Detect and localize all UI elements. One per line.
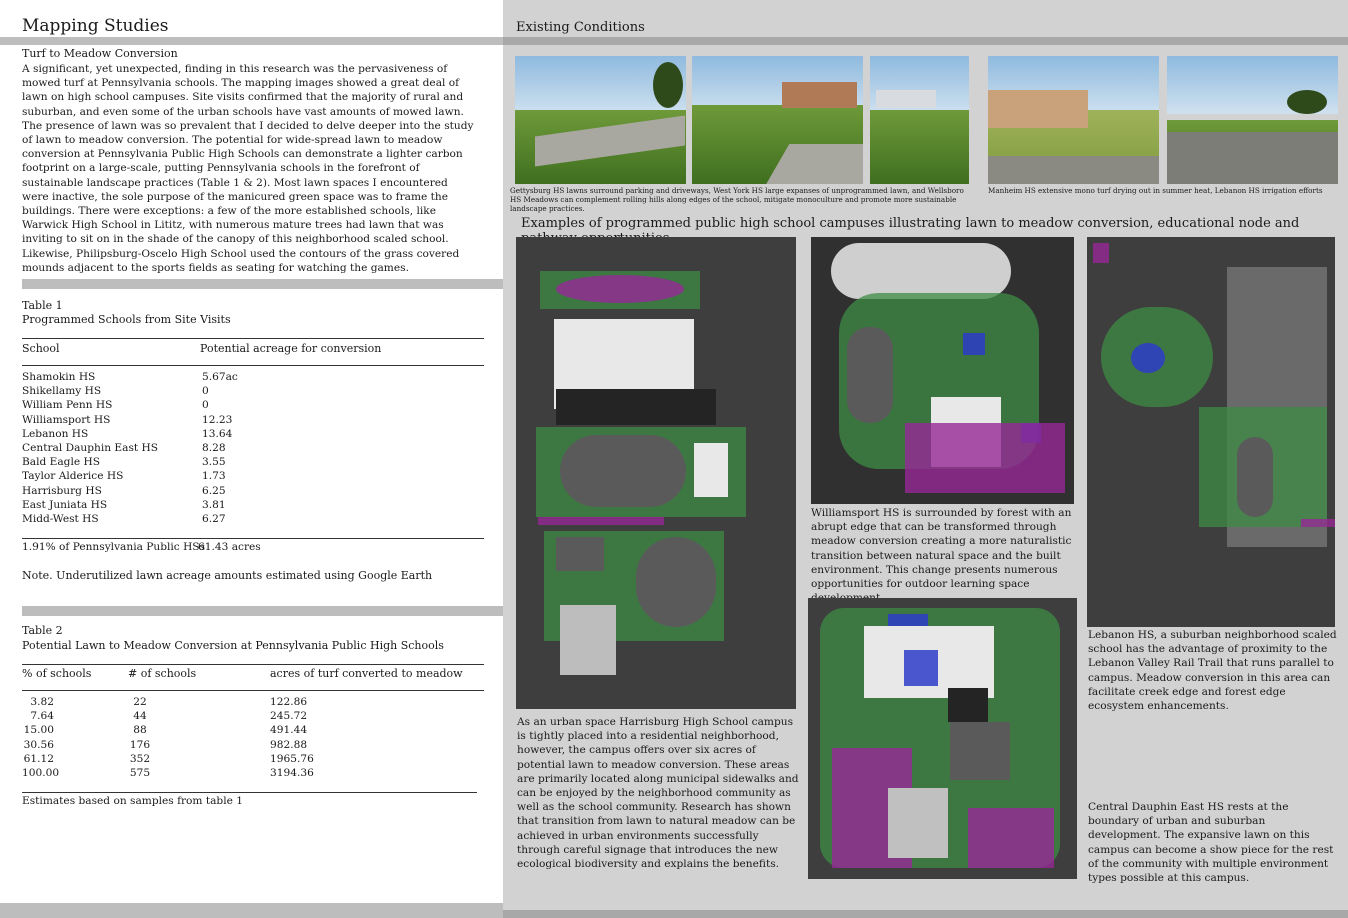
existing-conditions-title: Existing Conditions (516, 20, 645, 35)
table2-acres-column (270, 695, 314, 780)
table1-total-label: 1.91% of Pennsylvania Public HSs (22, 541, 206, 553)
section-subtitle: Turf to Meadow Conversion (22, 47, 178, 60)
map-williamsport (811, 237, 1074, 504)
photo-west-york (692, 56, 863, 184)
table-cell: 1965.76 (270, 752, 314, 765)
table-cell: 6.27 (202, 512, 226, 525)
table2-note: Estimates based on samples from table 1 (22, 795, 243, 807)
table-cell: 3.82 (30, 696, 54, 708)
table-cell: Central Dauphin East HS (22, 441, 159, 454)
table2-rule-bottom (22, 792, 477, 793)
photo-gettysburg (515, 56, 686, 184)
table-cell: 0 (202, 385, 209, 398)
table2-percent-column (22, 695, 60, 780)
table1-caption: Programmed Schools from Site Visits (22, 313, 231, 326)
photo-manheim (988, 56, 1159, 184)
table-cell: 122.86 (270, 696, 308, 708)
table2-label: Table 2 (22, 624, 63, 637)
divider-bar (22, 279, 503, 289)
table-cell: 44 (133, 710, 147, 723)
table-cell: 3.55 (202, 456, 226, 469)
photo-wellsboro (870, 56, 969, 184)
table2-rule-top (22, 664, 484, 665)
table1-col-school: School (22, 342, 60, 355)
table-cell: 352 (129, 752, 151, 765)
left-page (0, 0, 503, 918)
divider-bar (22, 606, 503, 616)
table-cell: Shamokin HS (22, 371, 96, 383)
williamsport-description: Williamsport HS is surrounded by forest with an abrupt edge that can be transformed through meadow conversion creating a more naturalistic transition between natural space and the built environment. This change presents numerous opportunities for outdoor learning space (811, 507, 1072, 591)
table2-col-count: # of schools (128, 667, 197, 680)
table-cell: 15.00 (23, 724, 54, 737)
table2-col-percent: % of schools (22, 667, 92, 680)
table-cell: 176 (129, 738, 151, 751)
table-cell: 8.28 (202, 441, 226, 454)
map-central-dauphin-east (808, 598, 1077, 879)
table-cell: Bald Eagle HS (22, 456, 100, 469)
table-cell: East Juniata HS (22, 498, 108, 511)
intro-paragraph: A significant, yet unexpected, finding in this research was the pervasiveness of mowed turf at Pennsylvania schools. The mapping images showed a great deal of lawn on high school campuses. Site visits confirmed that the majority of rural and suburban, and even some of the urban schools have vast amounts of mowed lawn. The presence of lawn was so prevalent that I decided to delve deeper into the study of lawn to meadow conversion. The potential for wide-spread lawn to meadow conversion at Pennsylvania Public High Schools can demonstrate a lighter carbon footprint on a large-scale, putting Pennsylvania schools in the forefront of sustainable landscape practices (Table 1 & 2). Most lawn spaces I encountered were inactive, the sole purpose of the manicured green space was to frame the buildings. There were exceptions: a few of the more established schools, like Warwick High School in Lititz, with numerous mature trees had lawn that was inviting to sit on in the shade of the canopy of this neighborhood scaled school. Likewise, Philipsburg-Oscelo High School used the contours of the grass covered mounds adjacent to the sports fields as seating for watching the games. (22, 63, 474, 274)
photo-lebanon (1167, 56, 1338, 184)
table1-rule-top (22, 338, 484, 339)
table1-total-value: 61.43 acres (198, 541, 261, 553)
table1-rule-bottom (22, 538, 484, 539)
table-cell: 3194.36 (270, 766, 314, 779)
table-cell: 575 (129, 766, 151, 779)
table-cell: 0 (202, 399, 209, 412)
page-title: Mapping Studies (22, 16, 169, 36)
central-dauphin-description: Central Dauphin East HS rests at the boundary of urban and suburban development. The expansive lawn on this campus can become a show piece for the rest of the community with multiple environment types possible at this campus. (1088, 801, 1334, 885)
table-cell: 13.64 (202, 427, 233, 440)
table-cell: 245.72 (270, 710, 308, 723)
table1-acreage-column (202, 370, 238, 526)
header-bar (0, 37, 503, 45)
table-cell: Harrisburg HS (22, 484, 102, 497)
table1-col-acreage: Potential acreage for conversion (200, 342, 382, 355)
table1-school-column (22, 370, 158, 526)
photos-caption-left: Gettysburg HS lawns surround parking and driveways, West York HS large expanses of unprogrammed lawn, and Wellsboro HS Meadows can complement rolling hills along edges of the school, mitigate monoculture and promote more sustainable landscape practices. (510, 186, 964, 213)
footer-bar (0, 903, 503, 918)
table1-note: Note. Underutilized lawn acreage amounts estimated using Google Earth (22, 569, 433, 582)
lebanon-description: Lebanon HS, a suburban neighborhood scaled school has the advantage of proximity to the Lebanon Valley Rail Trail that runs parallel to campus. Meadow conversion in this area can facilitate creek edge and forest edge ecosystem enhancements. (1088, 629, 1337, 713)
map-harrisburg (516, 237, 796, 709)
harrisburg-description: As an urban space Harrisburg High School campus is tightly placed into a residential neighborhood, however, the campus offers over six acres of potential lawn to meadow conversion. These areas are primarily located along municipal sidewalks and can be enjoyed by the neighborhood community as well as the school community. Research has shown that transition from lawn to natural meadow can be achieved in urban environments successfully through careful signage that introduces the new ecological biodiversity and explains the benefits. (517, 716, 799, 871)
table-cell: 491.44 (270, 724, 308, 737)
table-cell: 61.12 (23, 752, 54, 765)
table-cell: Lebanon HS (22, 427, 89, 440)
map-lebanon (1087, 237, 1335, 627)
table-cell: 982.88 (270, 738, 308, 751)
table2-rule-head (22, 690, 484, 691)
photos-caption-right: Manheim HS extensive mono turf drying out in summer heat, Lebanon HS irrigation efforts (988, 186, 1323, 195)
table-cell: William Penn HS (22, 399, 113, 412)
table-cell: Shikellamy HS (22, 385, 102, 398)
table-cell: Midd-West HS (22, 512, 99, 525)
table2-col-acres: acres of turf converted to meadow (270, 667, 463, 680)
table-cell: 22 (133, 696, 147, 708)
table2-caption: Potential Lawn to Meadow Conversion at Pennsylvania Public High Schools (22, 639, 444, 652)
table-cell: Taylor Alderice HS (22, 470, 124, 483)
table-cell: 88 (133, 724, 147, 737)
table-cell: 5.67ac (202, 371, 238, 383)
table-cell: 30.56 (23, 738, 54, 751)
table-cell: 12.23 (202, 413, 233, 426)
table1-rule-head (22, 365, 484, 366)
table-cell: 100.00 (22, 766, 60, 779)
table-cell: 6.25 (202, 484, 226, 497)
table-cell: 1.73 (202, 470, 226, 483)
header-bar (503, 37, 1348, 45)
table1-label: Table 1 (22, 299, 63, 312)
examples-title: Examples of programmed public high school campuses illustrating lawn to meadow conversion, educational node and (521, 216, 1300, 231)
table-cell: Williamsport HS (22, 413, 111, 426)
table-cell: 7.64 (30, 710, 54, 723)
footer-bar (503, 910, 1348, 918)
table2-count-column (124, 695, 156, 780)
table-cell: 3.81 (202, 498, 226, 511)
